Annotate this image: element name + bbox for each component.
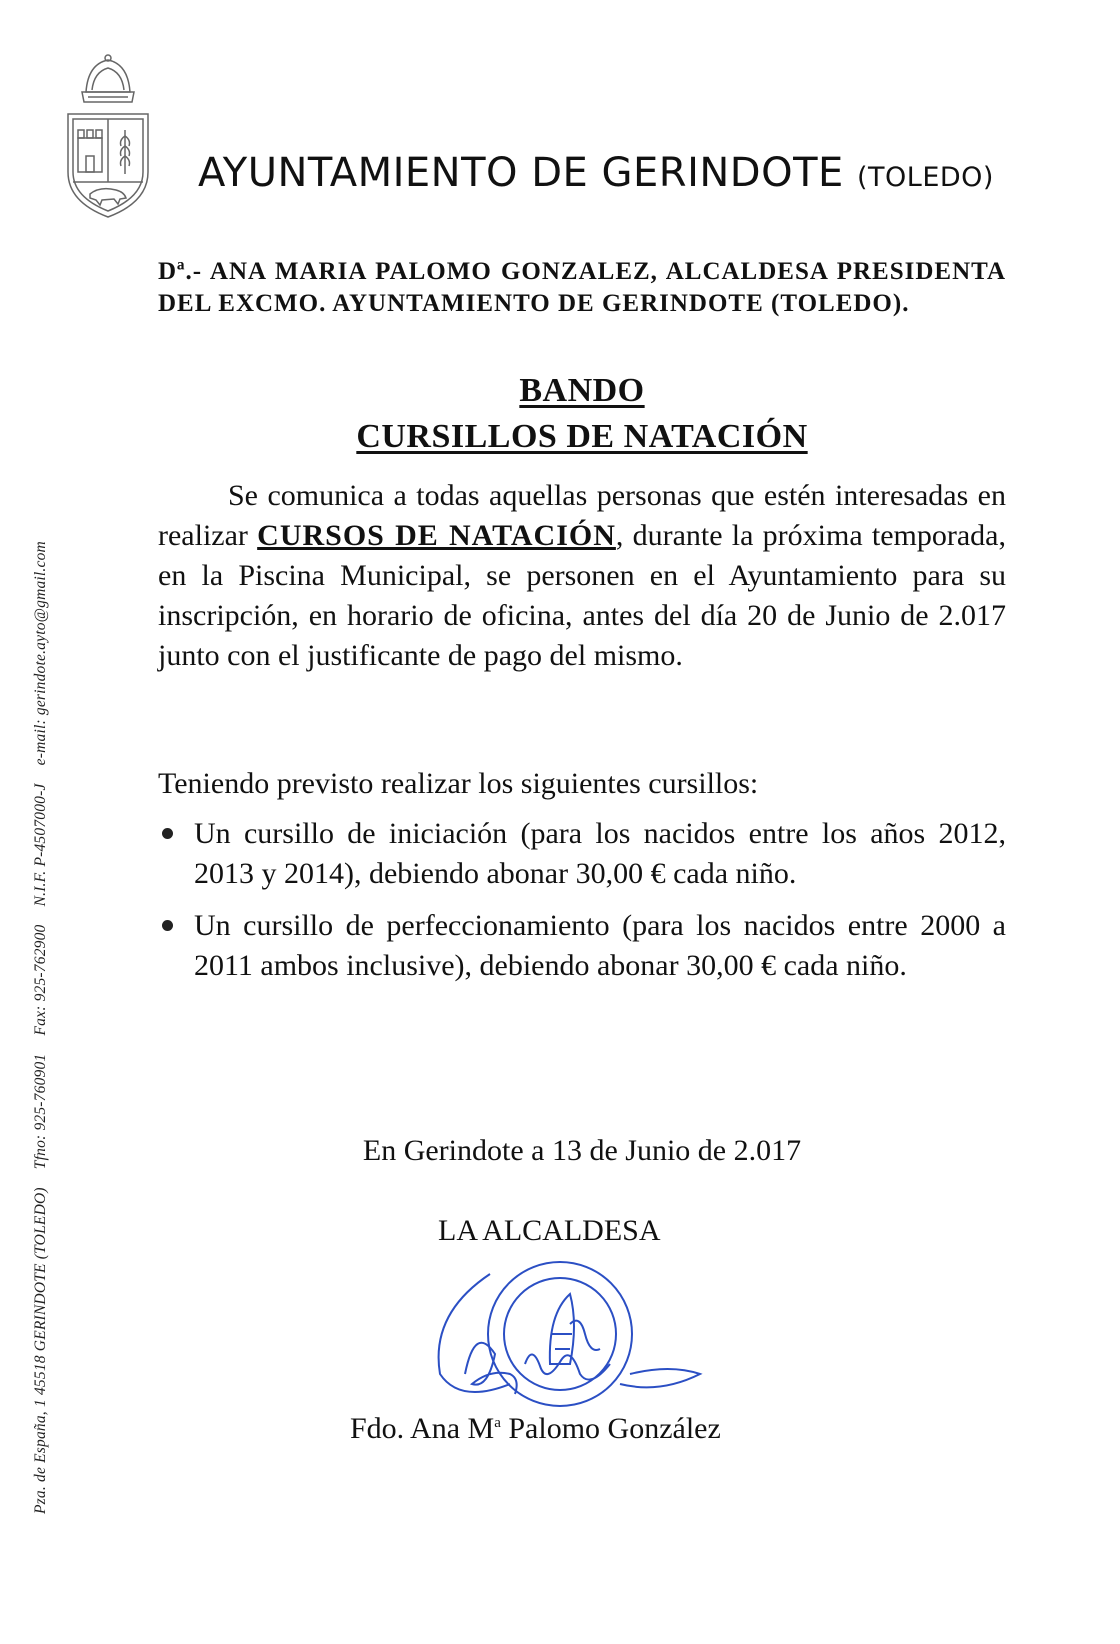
page-title <box>198 150 994 196</box>
signed-sup: a <box>494 1415 501 1431</box>
place-date: En Gerindote a 13 de Junio de 2.017 <box>362 1134 802 1167</box>
body-part2: , durante la próxima temporada, en la Piscina Municipal, se personen en el Ayuntamiento para su inscripción, en horario de oficina, antes del día 20 de Junio de 2.017 junto con el justificante de pago del mismo. <box>158 519 1006 672</box>
phone: Tfno: 925-760901 <box>32 1053 49 1170</box>
bullet-icon <box>162 920 173 931</box>
address: Pza. de España, 1 45518 GERINDOTE (TOLEDO) <box>32 1187 49 1514</box>
notice-heading: BANDO <box>519 372 645 409</box>
signer-role: LA ALCALDESA <box>438 1214 661 1247</box>
email: e-mail: gerindote.ayto@gmail.com <box>32 541 49 766</box>
province-name: (TOLEDO) <box>857 162 994 193</box>
bullet-icon <box>162 828 173 839</box>
body-paragraph <box>158 476 1006 676</box>
fax: Fax: 925-762900 <box>32 924 49 1036</box>
signed-by <box>350 1412 721 1446</box>
issuer-text: ANA MARIA PALOMO GONZALEZ, ALCALDESA PRESIDENTA DEL EXCMO. AYUNTAMIENTO DE GERINDOTE (TOLEDO). <box>158 258 1006 317</box>
municipality-name: AYUNTAMIENTO DE GERINDOTE <box>198 150 844 196</box>
course-text: Un cursillo de perfeccionamiento (para los nacidos entre 2000 a 2011 ambos inclusive), debiendo abonar 30,00 € cada niño. <box>194 909 1006 982</box>
courses-list <box>158 814 1006 998</box>
list-item <box>158 906 1006 986</box>
coat-of-arms-icon <box>58 52 158 222</box>
courses-intro: Teniendo previsto realizar los siguientes cursillos: <box>158 767 759 800</box>
body-part1: Se comunica a todas aquellas personas que estén interesadas en realizar <box>158 479 1006 552</box>
contact-strip <box>32 314 50 1514</box>
official-stamp-signature <box>420 1254 720 1434</box>
body-highlight: CURSOS DE NATACIÓN <box>257 519 616 552</box>
nif: N.I.F. P-4507000-J <box>32 783 49 907</box>
issuer-block <box>158 256 1006 320</box>
course-text: Un cursillo de iniciación (para los nacidos entre los años 2012, 2013 y 2014), debiendo abonar 30,00 € cada niño. <box>194 817 1006 890</box>
list-item <box>158 814 1006 894</box>
issuer-prefix: Dª.- <box>158 258 203 285</box>
notice-subheading: CURSILLOS DE NATACIÓN <box>356 418 808 455</box>
signed-suffix: Palomo González <box>500 1412 721 1445</box>
signed-prefix: Fdo. Ana M <box>350 1412 495 1445</box>
